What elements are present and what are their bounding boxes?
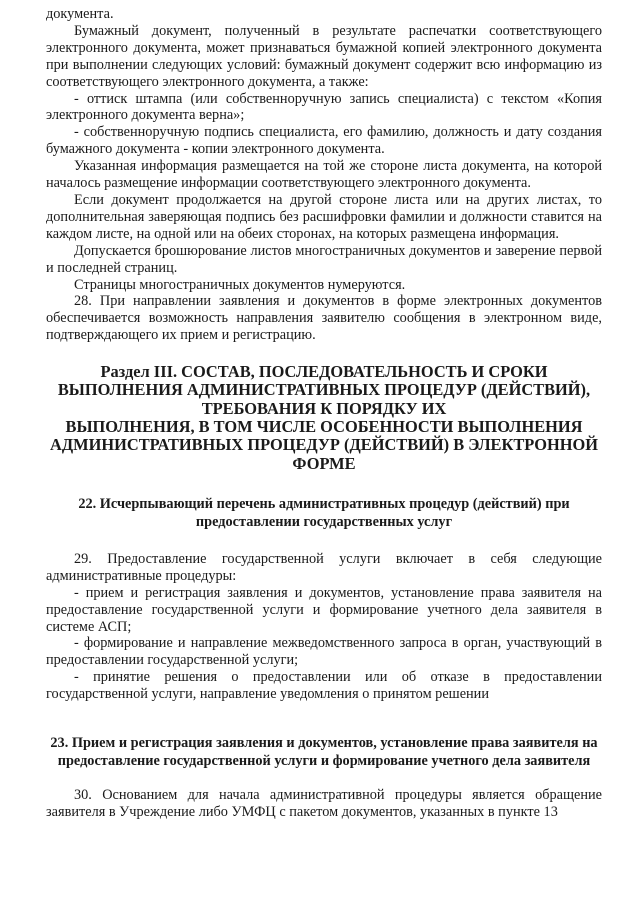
paragraph-continuation: документа. xyxy=(46,6,114,22)
subsection-title-22: 22. Исчерпывающий перечень административных процедур (действий) при предоставлении государственных услуг xyxy=(78,495,570,530)
document-page xyxy=(46,6,602,821)
paragraph-list-item: - собственноручную подпись специалиста, его фамилию, должность и дату создания бумажного документа - копии электронного документа. xyxy=(46,124,602,158)
paragraph: Допускается брошюрование листов многостраничных документов и заверение первой и последней страниц. xyxy=(46,242,602,276)
paragraph-list-item: - принятие решения о предоставлении или об отказе в предоставлении государственной услуги, направление уведомления о принятом решении xyxy=(46,669,602,703)
paragraph: Если документ продолжается на другой стороне листа или на других листах, то дополнительная заверяющая подпись без расшифровки фамилии и должности ставится на каждом листе, на одной или на обеих сторонах, на которых размещена информация. xyxy=(46,191,602,242)
paragraph: Бумажный документ, полученный в результате распечатки соответствующего электронного документа, может признаваться бумажной копией электронного документа при выполнении следующих условий: бумажный документ содержит всю информацию из соответствующего электронного документа, а также: xyxy=(46,22,602,90)
paragraph: Страницы многостраничных документов нумеруются. xyxy=(74,276,406,293)
paragraph-item-29: 29. Предоставление государственной услуги включает в себя следующие административные процедуры: xyxy=(46,550,602,584)
paragraph-list-item: - оттиск штампа (или собственноручную запись специалиста) с текстом «Копия электронного документа верна»; xyxy=(46,90,602,124)
paragraph-list-item: - прием и регистрация заявления и документов, установление права заявителя на предоставление государственной услуги и формирование учетного дела заявителя в системе АСП; xyxy=(46,584,602,635)
paragraph: Указанная информация размещается на той же стороне листа документа, на которой началось размещение информации соответствующего электронного документа. xyxy=(46,158,602,192)
subsection-title-23: 23. Прием и регистрация заявления и документов, установление права заявителя на предоставление государственной услуги и формирование учетного дела заявителя xyxy=(50,735,598,770)
section-title-part-2: ВЫПОЛНЕНИЯ, В ТОМ ЧИСЛЕ ОСОБЕННОСТИ ВЫПОЛНЕНИЯ АДМИНИСТРАТИВНЫХ ПРОЦЕДУР (ДЕЙСТВИЙ) В ЭЛЕКТРОННОЙ ФОРМЕ xyxy=(50,417,598,473)
paragraph-item-28: 28. При направлении заявления и документов в форме электронных документов обеспечивается возможность направления заявителю сообщения в электронном виде, подтверждающего их прием и регистрацию. xyxy=(46,293,602,344)
paragraph-list-item: - формирование и направление межведомственного запроса в орган, участвующий в предоставлении государственной услуги; xyxy=(46,635,602,669)
paragraph-item-30: 30. Основанием для начала административной процедуры является обращение заявителя в Учреждение либо УМФЦ с пакетом документов, указанных в пункте 13 xyxy=(46,787,602,820)
section-title xyxy=(46,363,602,473)
section-title-part-1: Раздел III. СОСТАВ, ПОСЛЕДОВАТЕЛЬНОСТЬ И СРОКИ ВЫПОЛНЕНИЯ АДМИНИСТРАТИВНЫХ ПРОЦЕДУР (ДЕЙСТВИЙ), ТРЕБОВАНИЯ К ПОРЯДКУ ИХ xyxy=(57,362,591,418)
